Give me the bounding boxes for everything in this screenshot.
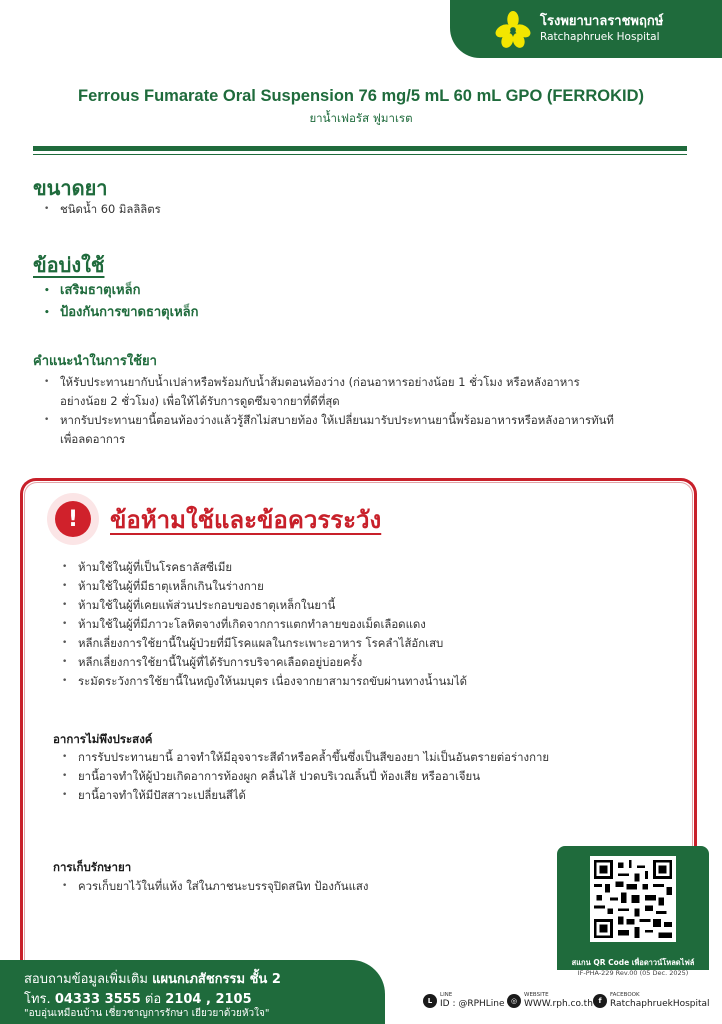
list-item: • การรับประทานยานี้ อาจทำให้มีอุจจาระสีดำหรือคล้ำขึ้นซึ่งเป็นสีของยา ไม่เป็นอันตรายต่อร่างกาย — [62, 748, 549, 767]
list-item: • หลีกเลี่ยงการใช้ยานี้ในผู้ที่ได้รับการบริจาคเลือดอยู่บ่อยครั้ง — [62, 653, 467, 672]
list-item: • เสริมธาตุเหล็ก — [44, 280, 198, 302]
phone-number[interactable]: 04333 3555 — [54, 992, 141, 1007]
website-url: WWW.rph.co.th — [524, 999, 593, 1009]
list-item-continuation: เพื่อลดอาการ — [60, 432, 126, 446]
list-item: • ห้ามใช้ในผู้ที่มีธาตุเหล็กเกินในร่างกาย — [62, 577, 467, 596]
document-code: IF-PHA-229 Rev.00 (05 Dec. 2025) — [577, 969, 689, 977]
side-effects-list — [62, 748, 549, 805]
warnings-heading: ข้อห้ามใช้และข้อควรระวัง — [110, 506, 382, 534]
facebook-label: FACEBOOK — [610, 992, 640, 998]
drug-title: Ferrous Fumarate Oral Suspension 76 mg/5 mL 60 mL GPO (FERROKID) — [77, 87, 645, 105]
list-item: • ให้รับประทานยากับน้ำเปล่าหรือพร้อมกับน้ำส้มตอนท้องว่าง (ก่อนอาหารอย่างน้อย 1 ชั่วโมง หรือหลังอาหาร — [44, 373, 694, 392]
footer-slogan: "อบอุ่นเหมือนบ้าน เชี่ยวชาญการรักษา เยียวยาด้วยหัวใจ" — [24, 1008, 270, 1019]
facebook-page: RatchaphruekHospital — [610, 999, 710, 1009]
hospital-badge — [450, 0, 722, 58]
list-item: • ห้ามใช้ในผู้ที่เคยแพ้ส่วนประกอบของธาตุเหล็กในยานี้ — [62, 596, 467, 615]
inquiry-label: สอบถามข้อมูลเพิ่มเติม — [24, 972, 149, 987]
line-id: ID : @RPHLine — [440, 999, 505, 1009]
list-item: • ห้ามใช้ในผู้ที่มีภาวะโลหิตจางที่เกิดจากการแตกทำลายของเม็ดเลือดแดง — [62, 615, 467, 634]
line-contact[interactable] — [423, 992, 505, 1010]
department-name: แผนกเภสัชกรรม ชั้น 2 — [152, 972, 281, 987]
list-item: • ยานี้อาจทำให้ผู้ป่วยเกิดอาการท้องผูก คลื่นไส้ ปวดบริเวณลิ้นปี่ ท้องเสีย หรืออาเจียน — [62, 767, 549, 786]
divider-thin — [33, 154, 687, 155]
globe-icon: ◎ — [507, 994, 521, 1008]
line-icon: L — [423, 994, 437, 1008]
phone-label: โทร. — [24, 992, 51, 1007]
line-label: LINE — [440, 992, 453, 998]
list-item-continuation: อย่างน้อย 2 ชั่วโมง) เพื่อให้ได้รับการดูดซึมจากยาที่ดีที่สุด — [60, 394, 340, 408]
exclamation-icon: ! — [47, 493, 99, 545]
list-item: • ควรเก็บยาไว้ในที่แห้ง ใส่ในภาชนะบรรจุปิดสนิท ป้องกันแสง — [62, 877, 368, 896]
list-item: • ระมัดระวังการใช้ยานี้ในหญิงให้นมบุตร เนื่องจากยาสามารถขับผ่านทางน้ำนมได้ — [62, 672, 467, 691]
dosage-list — [44, 200, 161, 219]
ratchaphruek-flower-logo — [494, 10, 532, 48]
facebook-icon: f — [593, 994, 607, 1008]
list-item: • ยานี้อาจทำให้มีปัสสาวะเปลี่ยนสีได้ — [62, 786, 549, 805]
indications-heading: ข้อบ่งใช้ — [33, 253, 105, 277]
usage-heading: คำแนะนำในการใช้ยา — [33, 354, 157, 369]
extension-label: ต่อ — [144, 992, 162, 1007]
indications-list — [44, 280, 198, 324]
hospital-name-english: Ratchaphruek Hospital — [540, 31, 660, 43]
side-effects-heading: อาการไม่พึงประสงค์ — [53, 732, 153, 746]
usage-list — [44, 373, 694, 449]
drug-subtitle: ยาน้ำเฟอรัส ฟูมาเรต — [309, 111, 413, 125]
facebook-contact[interactable] — [593, 992, 710, 1010]
storage-list — [62, 877, 368, 896]
list-item: • ป้องกันการขาดธาตุเหล็ก — [44, 302, 198, 324]
extension-numbers[interactable]: 2104 , 2105 — [165, 992, 252, 1007]
list-item: • หากรับประทานยานี้ตอนท้องว่างแล้วรู้สึกไม่สบายท้อง ให้เปลี่ยนมารับประทานยานี้พร้อมอาหารหรือหลังอาหารทันที — [44, 411, 694, 430]
divider-thick — [33, 146, 687, 151]
qr-code[interactable] — [590, 856, 676, 942]
website-label: WEBSITE — [524, 992, 549, 998]
list-item: • ห้ามใช้ในผู้ที่เป็นโรคธาลัสซีเมีย — [62, 558, 467, 577]
list-item: • ชนิดน้ำ 60 มิลลิลิตร — [44, 200, 161, 219]
list-item: • หลีกเลี่ยงการใช้ยานี้ในผู้ป่วยที่มีโรคแผลในกระเพาะอาหาร โรคลำไส้อักเสบ — [62, 634, 467, 653]
footer-inquiry — [24, 968, 281, 989]
dosage-heading: ขนาดยา — [33, 176, 108, 200]
qr-caption: สแกน QR Code เพื่อดาวน์โหลดไฟล์ — [571, 958, 695, 967]
warnings-list — [62, 558, 467, 691]
hospital-name-thai: โรงพยาบาลราชพฤกษ์ — [540, 14, 664, 29]
storage-heading: การเก็บรักษายา — [53, 860, 132, 874]
website-contact[interactable] — [507, 992, 593, 1010]
